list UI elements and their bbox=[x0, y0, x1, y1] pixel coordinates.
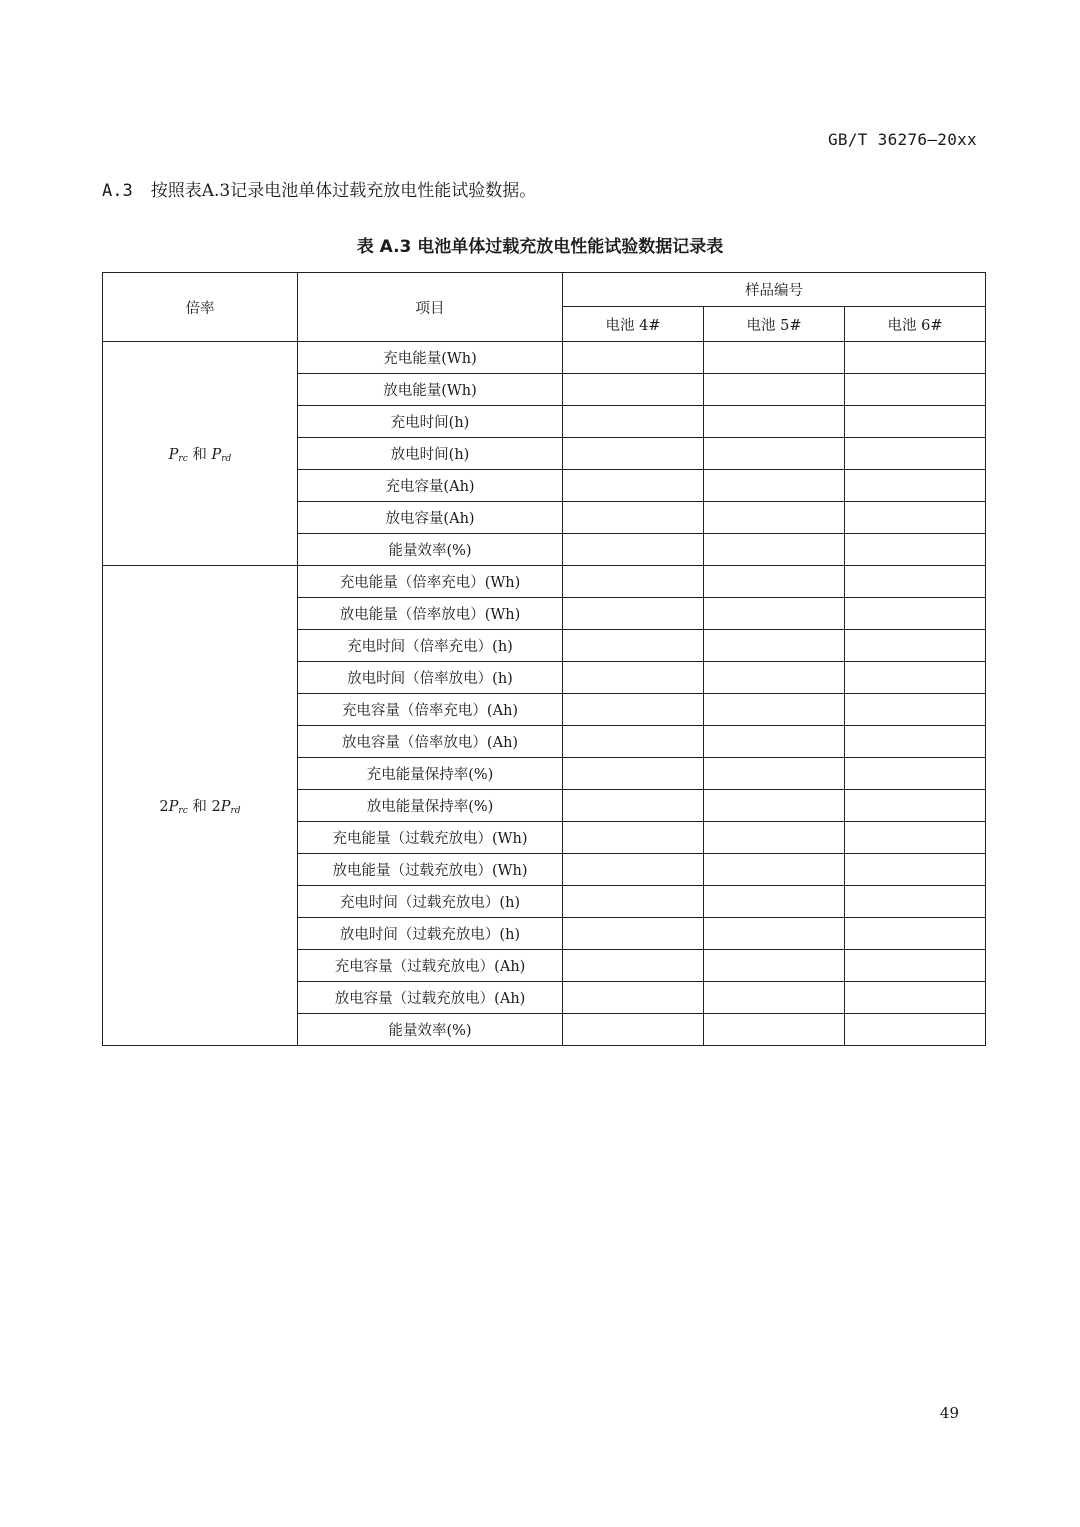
clause-a3 bbox=[102, 176, 536, 201]
value-cell[interactable] bbox=[563, 726, 704, 758]
value-cell[interactable] bbox=[563, 950, 704, 982]
item-cell: 充电容量(Ah) bbox=[298, 470, 563, 502]
rate-conjunction: 和 bbox=[192, 447, 207, 463]
header-rate: 倍率 bbox=[103, 273, 298, 342]
value-cell[interactable] bbox=[563, 374, 704, 406]
rate-cell bbox=[103, 566, 298, 1046]
value-cell[interactable] bbox=[563, 566, 704, 598]
rate-symbol: 2P bbox=[159, 799, 179, 815]
value-cell[interactable] bbox=[845, 918, 986, 950]
value-cell[interactable] bbox=[845, 502, 986, 534]
value-cell[interactable] bbox=[704, 822, 845, 854]
item-cell: 放电能量(Wh) bbox=[298, 374, 563, 406]
value-cell[interactable] bbox=[704, 918, 845, 950]
value-cell[interactable] bbox=[845, 374, 986, 406]
item-cell: 充电能量（过载充放电）(Wh) bbox=[298, 822, 563, 854]
value-cell[interactable] bbox=[704, 726, 845, 758]
value-cell[interactable] bbox=[563, 822, 704, 854]
item-cell: 放电容量（过载充放电）(Ah) bbox=[298, 982, 563, 1014]
item-cell: 充电时间(h) bbox=[298, 406, 563, 438]
item-cell: 能量效率(%) bbox=[298, 1014, 563, 1046]
value-cell[interactable] bbox=[704, 662, 845, 694]
value-cell[interactable] bbox=[563, 694, 704, 726]
item-cell: 充电能量(Wh) bbox=[298, 342, 563, 374]
value-cell[interactable] bbox=[845, 470, 986, 502]
header-samples: 样品编号 bbox=[563, 273, 986, 307]
rate-subscript: rd bbox=[221, 454, 232, 464]
value-cell[interactable] bbox=[845, 790, 986, 822]
rate-subscript: rc bbox=[178, 454, 188, 464]
value-cell[interactable] bbox=[704, 854, 845, 886]
record-table bbox=[102, 272, 986, 1046]
table-title: 表 A.3 电池单体过载充放电性能试验数据记录表 bbox=[356, 237, 724, 257]
page-number: 49 bbox=[939, 1404, 959, 1422]
value-cell[interactable] bbox=[563, 502, 704, 534]
value-cell[interactable] bbox=[563, 630, 704, 662]
value-cell[interactable] bbox=[563, 758, 704, 790]
item-cell: 充电时间（过载充放电）(h) bbox=[298, 886, 563, 918]
value-cell[interactable] bbox=[563, 886, 704, 918]
rate-symbol: P bbox=[168, 447, 179, 463]
value-cell[interactable] bbox=[563, 470, 704, 502]
value-cell[interactable] bbox=[845, 1014, 986, 1046]
value-cell[interactable] bbox=[563, 854, 704, 886]
item-cell: 放电时间（倍率放电）(h) bbox=[298, 662, 563, 694]
header-sample-1: 电池 4# bbox=[563, 307, 704, 342]
value-cell[interactable] bbox=[704, 950, 845, 982]
rate-conjunction: 和 bbox=[192, 799, 207, 815]
standard-number: GB/T 36276—20xx bbox=[828, 130, 977, 149]
item-cell: 充电容量（倍率充电）(Ah) bbox=[298, 694, 563, 726]
header-row-1 bbox=[103, 273, 986, 307]
header-sample-2: 电池 5# bbox=[704, 307, 845, 342]
value-cell[interactable] bbox=[704, 694, 845, 726]
value-cell[interactable] bbox=[704, 1014, 845, 1046]
value-cell[interactable] bbox=[704, 630, 845, 662]
value-cell[interactable] bbox=[563, 406, 704, 438]
value-cell[interactable] bbox=[845, 534, 986, 566]
value-cell[interactable] bbox=[704, 566, 845, 598]
value-cell[interactable] bbox=[704, 982, 845, 1014]
value-cell[interactable] bbox=[563, 790, 704, 822]
value-cell[interactable] bbox=[845, 566, 986, 598]
value-cell[interactable] bbox=[704, 598, 845, 630]
value-cell[interactable] bbox=[845, 662, 986, 694]
value-cell[interactable] bbox=[563, 982, 704, 1014]
value-cell[interactable] bbox=[563, 342, 704, 374]
value-cell[interactable] bbox=[845, 758, 986, 790]
table-row bbox=[103, 566, 986, 598]
item-cell: 放电时间（过载充放电）(h) bbox=[298, 918, 563, 950]
item-cell: 充电能量（倍率充电）(Wh) bbox=[298, 566, 563, 598]
value-cell[interactable] bbox=[704, 758, 845, 790]
item-cell: 充电容量（过载充放电）(Ah) bbox=[298, 950, 563, 982]
item-cell: 放电时间(h) bbox=[298, 438, 563, 470]
value-cell[interactable] bbox=[563, 662, 704, 694]
clause-number: A.3 bbox=[102, 181, 133, 201]
header-sample-3: 电池 6# bbox=[845, 307, 986, 342]
clause-text: 按照表A.3记录电池单体过载充放电性能试验数据。 bbox=[150, 181, 537, 201]
rate-subscript: rc bbox=[178, 806, 188, 816]
value-cell[interactable] bbox=[845, 598, 986, 630]
value-cell[interactable] bbox=[704, 342, 845, 374]
item-cell: 放电能量（过载充放电）(Wh) bbox=[298, 854, 563, 886]
value-cell[interactable] bbox=[845, 438, 986, 470]
value-cell[interactable] bbox=[845, 630, 986, 662]
rate-symbol: P bbox=[211, 447, 222, 463]
value-cell[interactable] bbox=[704, 374, 845, 406]
value-cell[interactable] bbox=[704, 790, 845, 822]
value-cell[interactable] bbox=[563, 534, 704, 566]
item-cell: 放电容量(Ah) bbox=[298, 502, 563, 534]
value-cell[interactable] bbox=[845, 950, 986, 982]
item-cell: 放电能量保持率(%) bbox=[298, 790, 563, 822]
rate-cell bbox=[103, 342, 298, 566]
value-cell[interactable] bbox=[845, 982, 986, 1014]
value-cell[interactable] bbox=[845, 822, 986, 854]
value-cell[interactable] bbox=[704, 534, 845, 566]
table-row bbox=[103, 342, 986, 374]
header-item: 项目 bbox=[298, 273, 563, 342]
value-cell[interactable] bbox=[563, 598, 704, 630]
value-cell[interactable] bbox=[845, 886, 986, 918]
value-cell[interactable] bbox=[704, 438, 845, 470]
value-cell[interactable] bbox=[845, 342, 986, 374]
item-cell: 放电能量（倍率放电）(Wh) bbox=[298, 598, 563, 630]
value-cell[interactable] bbox=[845, 854, 986, 886]
value-cell[interactable] bbox=[704, 886, 845, 918]
value-cell[interactable] bbox=[704, 406, 845, 438]
value-cell[interactable] bbox=[563, 438, 704, 470]
rate-subscript: rd bbox=[230, 806, 241, 816]
value-cell[interactable] bbox=[845, 694, 986, 726]
item-cell: 充电时间（倍率充电）(h) bbox=[298, 630, 563, 662]
value-cell[interactable] bbox=[563, 918, 704, 950]
value-cell[interactable] bbox=[563, 1014, 704, 1046]
value-cell[interactable] bbox=[704, 470, 845, 502]
item-cell: 放电容量（倍率放电）(Ah) bbox=[298, 726, 563, 758]
value-cell[interactable] bbox=[704, 502, 845, 534]
item-cell: 能量效率(%) bbox=[298, 534, 563, 566]
value-cell[interactable] bbox=[845, 406, 986, 438]
item-cell: 充电能量保持率(%) bbox=[298, 758, 563, 790]
value-cell[interactable] bbox=[845, 726, 986, 758]
rate-symbol: 2P bbox=[211, 799, 231, 815]
